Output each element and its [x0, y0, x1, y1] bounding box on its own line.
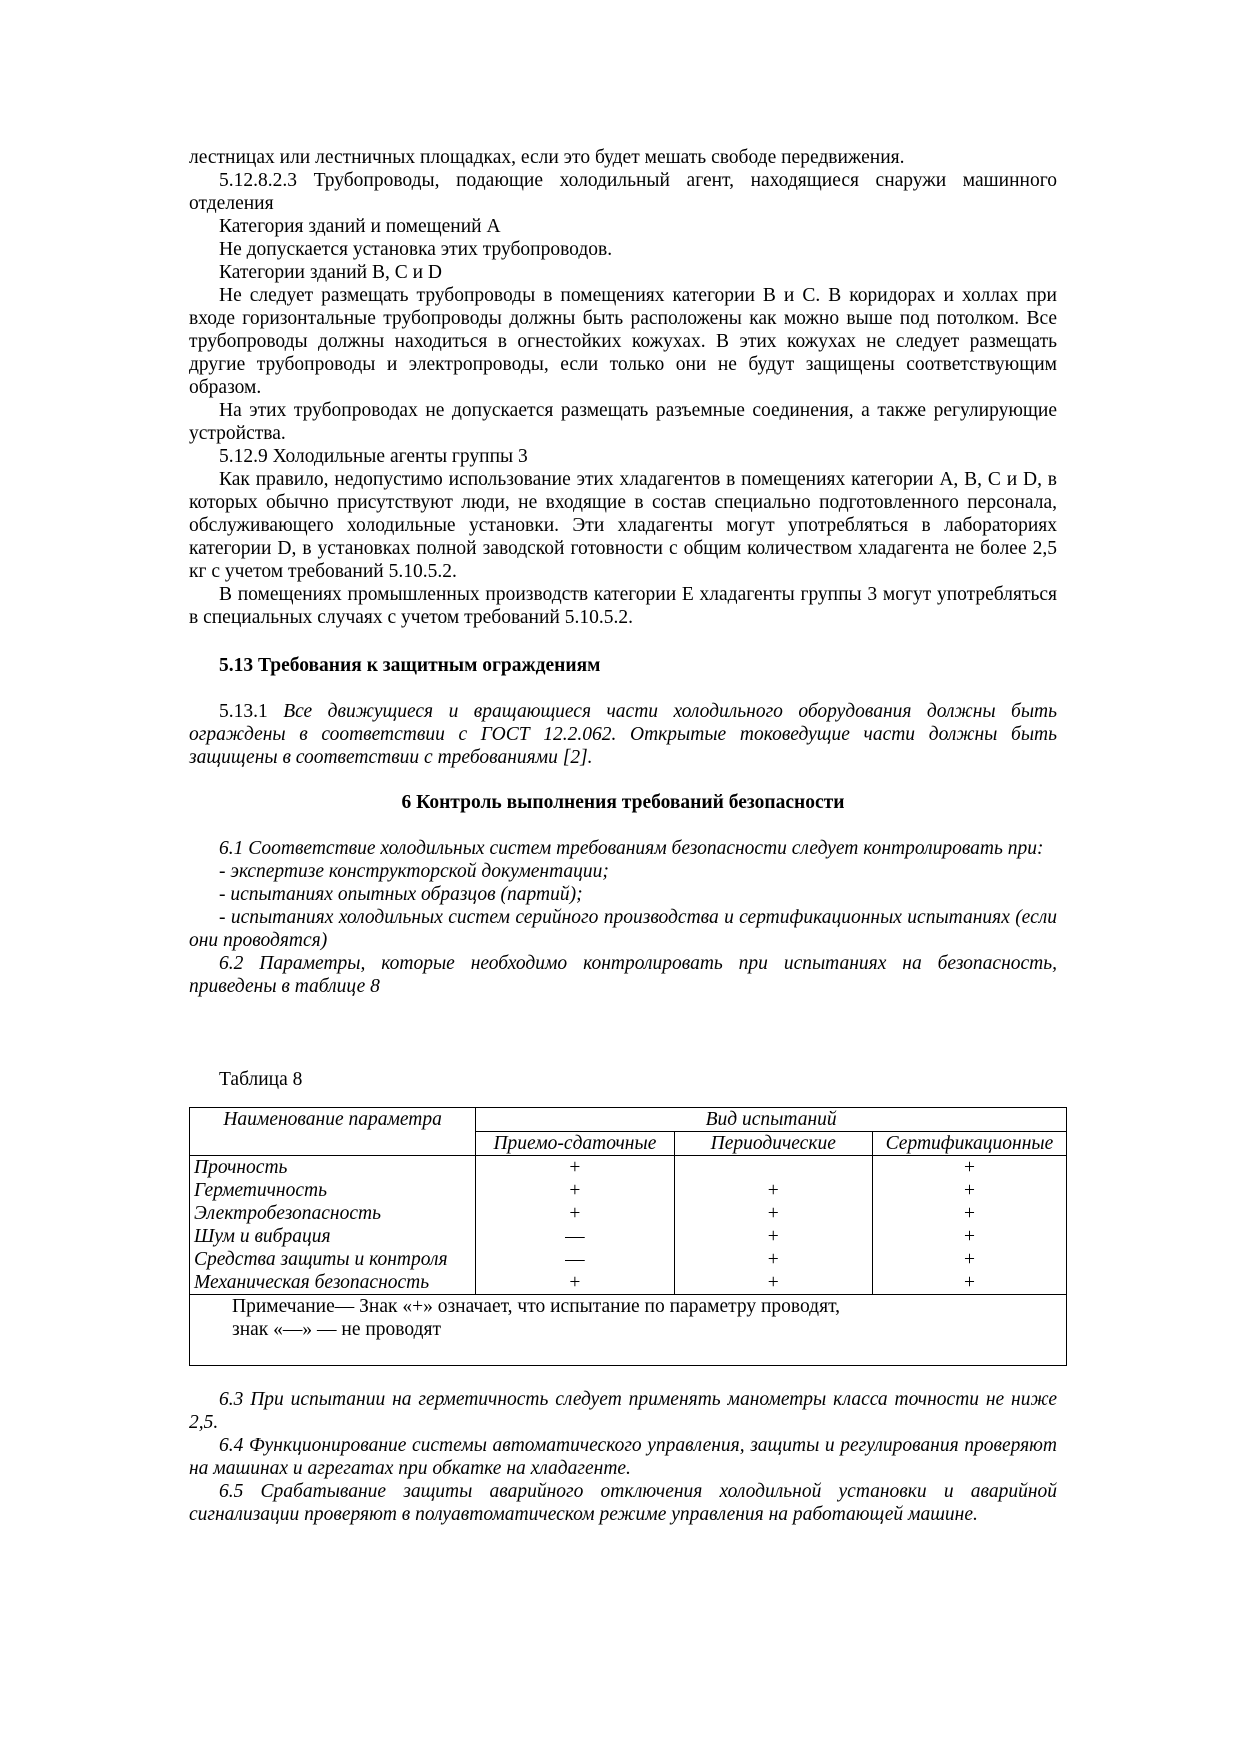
cell: — [476, 1248, 674, 1271]
header-col-periodic: Периодические [674, 1132, 872, 1156]
list-item: - испытаниях холодильных систем серийного производства и сертификационных испытаниях (если они проводятся) [189, 907, 1057, 951]
cell: + [963, 1249, 975, 1270]
document-page [189, 146, 1057, 1526]
header-parameter-name: Наименование параметра [190, 1108, 476, 1156]
section-heading-5-13: 5.13 Требования к защитным ограждениям [219, 655, 601, 676]
paragraph: 5.12.9 Холодильные агенты группы 3 [219, 446, 528, 467]
table-row [190, 1271, 1067, 1295]
cell: + [963, 1272, 975, 1293]
cell: + [476, 1271, 674, 1295]
cell: + [674, 1271, 872, 1295]
paragraph-text: Все движущиеся и вращающиеся части холодильного оборудования должны быть ограждены в соответствии с ГОСТ 12.2.062. Открытые токоведущие части должны быть защищены в соответствии с требованиями [2]. [189, 701, 1057, 768]
note-line: Примечание— Знак «+» означает, что испытание по параметру проводят, [232, 1296, 840, 1317]
section-6-text-block [189, 837, 1057, 998]
cell: + [963, 1180, 975, 1201]
cell: + [963, 1226, 975, 1247]
row-name: Средства защиты и контроля [190, 1248, 476, 1271]
section-heading-6: 6 Контроль выполнения требований безопасности [401, 792, 845, 813]
list-item: - экспертизе конструкторской документации; [219, 861, 609, 882]
cell: + [476, 1179, 674, 1202]
paragraph: 6.1 Соответствие холодильных систем требованиям безопасности следует контролировать при: [219, 838, 1044, 859]
header-col-acceptance: Приемо-сдаточные [476, 1132, 674, 1156]
cell: + [674, 1248, 872, 1271]
parameters-table [189, 1107, 1067, 1366]
paragraph: лестницах или лестничных площадках, если это будет мешать свободе передвижения. [189, 147, 905, 168]
cell: — [476, 1225, 674, 1248]
row-name: Механическая безопасность [190, 1271, 476, 1295]
list-item: - испытаниях опытных образцов (партий); [219, 884, 583, 905]
cell: + [476, 1202, 674, 1225]
cell [674, 1156, 872, 1180]
paragraph: 6.5 Срабатывание защиты аварийного отключения холодильной установки и аварийной сигнализации проверяют в полуавтоматическом режиме управления на работающей машине. [189, 1481, 1057, 1525]
paragraph-number: 5.13.1 [219, 701, 284, 722]
table-caption: Таблица 8 [219, 1069, 303, 1090]
cell: + [476, 1156, 674, 1180]
row-name: Герметичность [190, 1179, 476, 1202]
cell: + [674, 1202, 872, 1225]
row-name: Шум и вибрация [190, 1225, 476, 1248]
cell: + [674, 1225, 872, 1248]
paragraph: 6.3 При испытании на герметичность следует применять манометры класса точности не ниже 2,5. [189, 1389, 1057, 1433]
table-row [190, 1202, 1067, 1225]
paragraph: На этих трубопроводах не допускается размещать разъемные соединения, а также регулирующие устройства. [189, 400, 1057, 444]
row-name: Электробезопасность [190, 1202, 476, 1225]
paragraph: 6.2 Параметры, которые необходимо контролировать при испытаниях на безопасность, приведены в таблице 8 [189, 953, 1057, 997]
paragraph: Не допускается установка этих трубопроводов. [219, 239, 613, 260]
table-header-row [190, 1108, 1067, 1132]
paragraph: 6.4 Функционирование системы автоматического управления, защиты и регулирования проверяют на машинах и агрегатах при обкатке на хладагенте. [189, 1435, 1057, 1479]
table-row [190, 1225, 1067, 1248]
table-row [190, 1156, 1067, 1180]
cell: + [963, 1203, 975, 1224]
note-line: знак «—» — не проводят [232, 1319, 441, 1340]
paragraph: В помещениях промышленных производств категории Е хладагенты группы 3 могут употребляться в специальных случаях с учетом требований 5.10.5.2. [189, 584, 1057, 628]
table-row [190, 1179, 1067, 1202]
header-col-certification: Сертификационные [872, 1132, 1066, 1156]
paragraph: Не следует размещать трубопроводы в помещениях категории В и С. В коридорах и холлах при входе горизонтальные трубопроводы должны быть расположены как можно выше под потолком. Все трубопроводы должны находиться в огнестойких кожухах. В этих кожухах не следует размещать другие трубопроводы и электропроводы, если только они не будут защищены соответствующим образом. [189, 285, 1057, 398]
paragraph: 5.12.8.2.3 Трубопроводы, подающие холодильный агент, находящиеся снаружи машинного отделения [189, 170, 1057, 214]
table-row [190, 1248, 1067, 1271]
table-note [190, 1295, 1067, 1366]
bottom-text-block [189, 1388, 1057, 1526]
table-note-row [190, 1295, 1067, 1366]
top-text-block [189, 146, 1057, 629]
row-name: Прочность [190, 1156, 476, 1180]
cell: + [674, 1179, 872, 1202]
cell: + [963, 1157, 975, 1178]
paragraph: Категория зданий и помещений А [219, 216, 501, 237]
paragraph-5-13-1 [189, 700, 1057, 769]
paragraph: Категории зданий В, С и D [219, 262, 442, 283]
header-test-type: Вид испытаний [476, 1108, 1067, 1132]
paragraph: Как правило, недопустимо использование этих хладагентов в помещениях категории А, В, С и D, в которых обычно присутствуют люди, не входящие в состав специально подготовленного персонала, обслуживающего холодильные установки. Эти хладагенты могут употребляться в лабораториях категории D, в установках полной заводской готовности с общим количеством хладагента не более 2,5 кг с учетом требований 5.10.5.2. [189, 469, 1057, 582]
